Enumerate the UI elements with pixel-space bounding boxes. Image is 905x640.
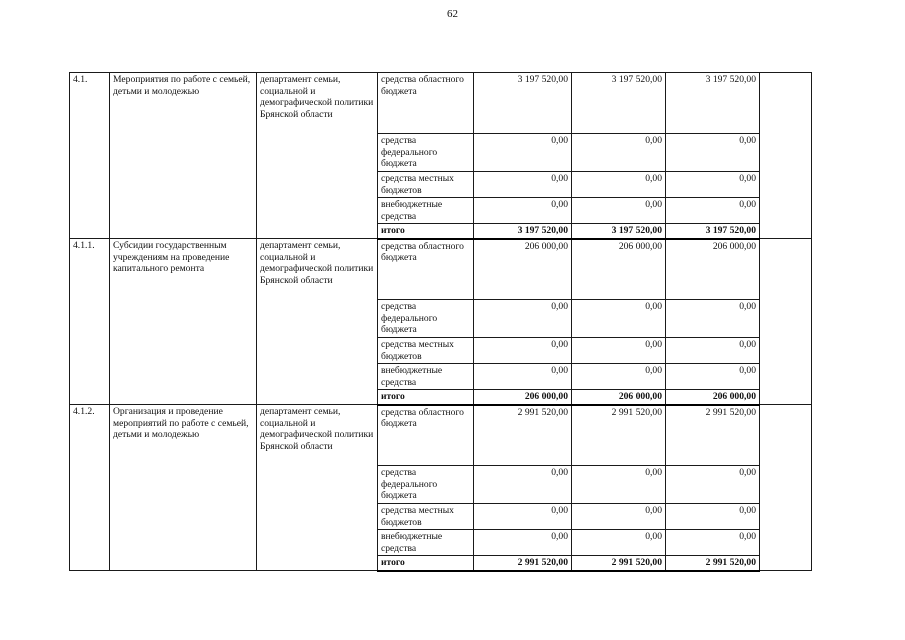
amount-cell: 3 197 520,00 — [666, 73, 760, 134]
funding-source: внебюджетные средства — [378, 198, 474, 224]
budget-table — [69, 72, 812, 572]
funding-source: средства местных бюджетов — [378, 172, 474, 198]
amount-cell: 0,00 — [666, 300, 760, 338]
amount-cell: 0,00 — [666, 466, 760, 504]
total-amount: 2 991 520,00 — [666, 556, 760, 571]
amount-cell: 206 000,00 — [572, 239, 666, 300]
amount-cell: 2 991 520,00 — [474, 405, 572, 466]
table-row — [70, 405, 812, 466]
amount-cell: 0,00 — [474, 504, 572, 530]
funding-source: внебюджетные средства — [378, 364, 474, 390]
amount-cell: 3 197 520,00 — [474, 73, 572, 134]
amount-cell: 0,00 — [572, 198, 666, 224]
empty-cell — [760, 405, 812, 571]
section-number: 4.1.2. — [70, 405, 110, 571]
amount-cell: 206 000,00 — [666, 239, 760, 300]
empty-cell — [760, 239, 812, 405]
amount-cell: 0,00 — [474, 530, 572, 556]
page-number: 62 — [447, 8, 458, 20]
total-amount: 3 197 520,00 — [572, 224, 666, 239]
section-number: 4.1. — [70, 73, 110, 239]
amount-cell: 0,00 — [666, 338, 760, 364]
amount-cell: 0,00 — [474, 198, 572, 224]
amount-cell: 0,00 — [474, 338, 572, 364]
total-amount: 2 991 520,00 — [572, 556, 666, 571]
amount-cell: 0,00 — [474, 172, 572, 198]
activity-name: Мероприятия по работе с семьей, детьми и молодежью — [110, 73, 257, 239]
funding-source: средства областного бюджета — [378, 73, 474, 134]
amount-cell: 0,00 — [572, 530, 666, 556]
executor-name: департамент семьи, социальной и демографической политики Брянской области — [257, 405, 378, 571]
funding-source: средства местных бюджетов — [378, 504, 474, 530]
executor-name: департамент семьи, социальной и демографической политики Брянской области — [257, 73, 378, 239]
total-amount: 2 991 520,00 — [474, 556, 572, 571]
amount-cell: 0,00 — [572, 466, 666, 504]
total-amount: 206 000,00 — [474, 390, 572, 405]
total-amount: 206 000,00 — [666, 390, 760, 405]
activity-name: Организация и проведение мероприятий по работе с семьей, детьми и молодежью — [110, 405, 257, 571]
amount-cell: 0,00 — [666, 530, 760, 556]
amount-cell: 0,00 — [666, 364, 760, 390]
funding-source: средства федерального бюджета — [378, 300, 474, 338]
amount-cell: 3 197 520,00 — [572, 73, 666, 134]
funding-source: средства федерального бюджета — [378, 466, 474, 504]
amount-cell: 0,00 — [572, 338, 666, 364]
amount-cell: 206 000,00 — [474, 239, 572, 300]
table-row — [70, 239, 812, 300]
amount-cell: 0,00 — [572, 172, 666, 198]
amount-cell: 0,00 — [666, 504, 760, 530]
amount-cell: 0,00 — [572, 300, 666, 338]
amount-cell: 0,00 — [666, 134, 760, 172]
total-label: итого — [378, 390, 474, 405]
funding-source: средства областного бюджета — [378, 239, 474, 300]
amount-cell: 0,00 — [474, 134, 572, 172]
total-label: итого — [378, 224, 474, 239]
amount-cell: 0,00 — [572, 504, 666, 530]
funding-source: средства областного бюджета — [378, 405, 474, 466]
amount-cell: 0,00 — [572, 364, 666, 390]
table-row — [70, 73, 812, 134]
section-number: 4.1.1. — [70, 239, 110, 405]
funding-source: средства местных бюджетов — [378, 338, 474, 364]
total-amount: 3 197 520,00 — [666, 224, 760, 239]
total-label: итого — [378, 556, 474, 571]
amount-cell: 0,00 — [666, 172, 760, 198]
activity-name: Субсидии государственным учреждениям на проведение капитального ремонта — [110, 239, 257, 405]
amount-cell: 0,00 — [474, 300, 572, 338]
executor-name: департамент семьи, социальной и демографической политики Брянской области — [257, 239, 378, 405]
amount-cell: 2 991 520,00 — [666, 405, 760, 466]
amount-cell: 0,00 — [572, 134, 666, 172]
amount-cell: 0,00 — [474, 466, 572, 504]
funding-source: средства федерального бюджета — [378, 134, 474, 172]
total-amount: 3 197 520,00 — [474, 224, 572, 239]
total-amount: 206 000,00 — [572, 390, 666, 405]
amount-cell: 2 991 520,00 — [572, 405, 666, 466]
amount-cell: 0,00 — [666, 198, 760, 224]
funding-source: внебюджетные средства — [378, 530, 474, 556]
amount-cell: 0,00 — [474, 364, 572, 390]
empty-cell — [760, 73, 812, 239]
